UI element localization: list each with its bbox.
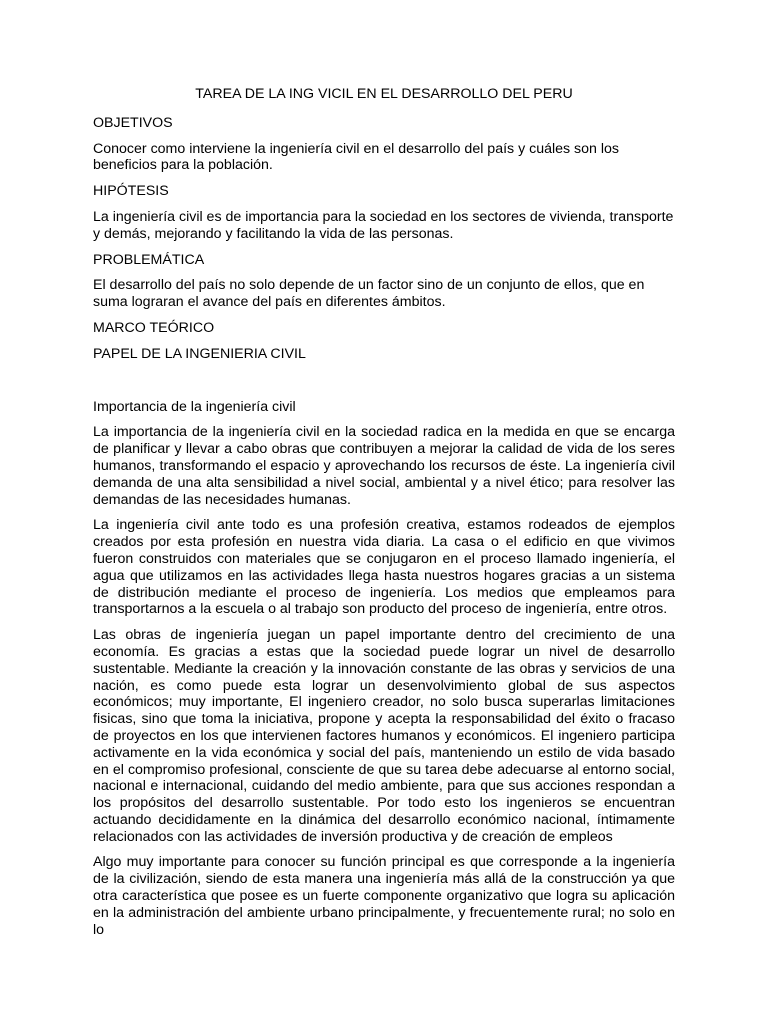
spacer xyxy=(93,372,675,399)
heading-marco-teorico: MARCO TEÓRICO xyxy=(93,319,215,336)
heading-importancia: Importancia de la ingeniería civil xyxy=(93,398,296,415)
paragraph-objetivos: Conocer como interviene la ingeniería civil en el desarrollo del país y cuáles son los beneficios para la población. xyxy=(93,140,620,174)
document-title: TAREA DE LA ING VICIL EN EL DESARROLLO DEL PERU xyxy=(195,86,573,102)
body-paragraph: La importancia de la ingeniería civil en la sociedad radica en la medida en que se encarga de planificar y llevar a cabo obras que contribuyen a mejorar la calidad de vida de los seres humanos, transformando el espacio y aprovechando los recursos de éste. La ingeniería civil demanda de una alta sensibilidad a nivel social, ambiental y a nivel ético; para resolver las demandas de las necesidades humanas. xyxy=(93,424,675,508)
heading-objetivos: OBJETIVOS xyxy=(93,114,173,131)
heading-papel-ingenieria: PAPEL DE LA INGENIERIA CIVIL xyxy=(93,345,306,362)
body-paragraph: Las obras de ingeniería juegan un papel importante dentro del crecimiento de una economía. Es gracias a estas que la sociedad puede lograr un nivel de desarrollo sustentable. Mediante la creación y la innovación constante de las obras y servicios de una nación, es como puede esta lograr un desenvolvimiento global de sus aspectos económicos; muy importante, El ingeniero creador, no solo busca superarlas limitaciones fisicas, sino que toma la iniciativa, propone y acepta la responsabilidad del éxito o fracaso de proyectos en los que intervienen factores humanos y económicos. El ingeniero participa activamente en la vida económica y social del país, manteniendo un estilo de vida basado en el compromiso profesional, consciente de que su tarea debe adecuarse al entorno social, nacional e internacional, cuidando del medio ambiente, para que sus acciones respondan a los propósitos del desarrollo sustentable. Por todo esto los ingenieros se encuentran actuando decididamente en la dinámica del desarrollo económico nacional, íntimamente relacionados con las actividades de inversión productiva y de creación de empleos xyxy=(93,627,675,845)
document-body xyxy=(93,86,675,947)
paragraph-problematica: El desarrollo del país no solo depende de un factor sino de un conjunto de ellos, que en suma lograran el avance del país en diferentes ámbitos. xyxy=(93,277,645,311)
heading-problematica: PROBLEMÁTICA xyxy=(93,251,205,268)
body-paragraph: La ingeniería civil ante todo es una profesión creativa, estamos rodeados de ejemplos creados por esta profesión en nuestra vida diaria. La casa o el edificio en que vivimos fueron construidos con materiales que se conjugaron en el proceso llamado ingeniería, el agua que utilizamos en las actividades llega hasta nuestros hogares gracias a un sistema de distribución mediante el proceso de ingeniería. Los medios que empleamos para transportarnos a la escuela o al trabajo son producto del proceso de ingeniería, entre otros. xyxy=(93,517,675,618)
paragraph-hipotesis: La ingeniería civil es de importancia para la sociedad en los sectores de vivienda, transporte y demás, mejorando y facilitando la vida de las personas. xyxy=(93,208,674,242)
body-paragraph: Algo muy importante para conocer su función principal es que corresponde a la ingeniería de la civilización, siendo de esta manera una ingeniería más allá de la construcción ya que otra característica que posee es un fuerte componente organizativo que logra su aplicación en la administración del ambiente urbano principalmente, y frecuentemente rural; no solo en lo xyxy=(93,854,675,938)
heading-hipotesis: HIPÓTESIS xyxy=(93,183,169,200)
